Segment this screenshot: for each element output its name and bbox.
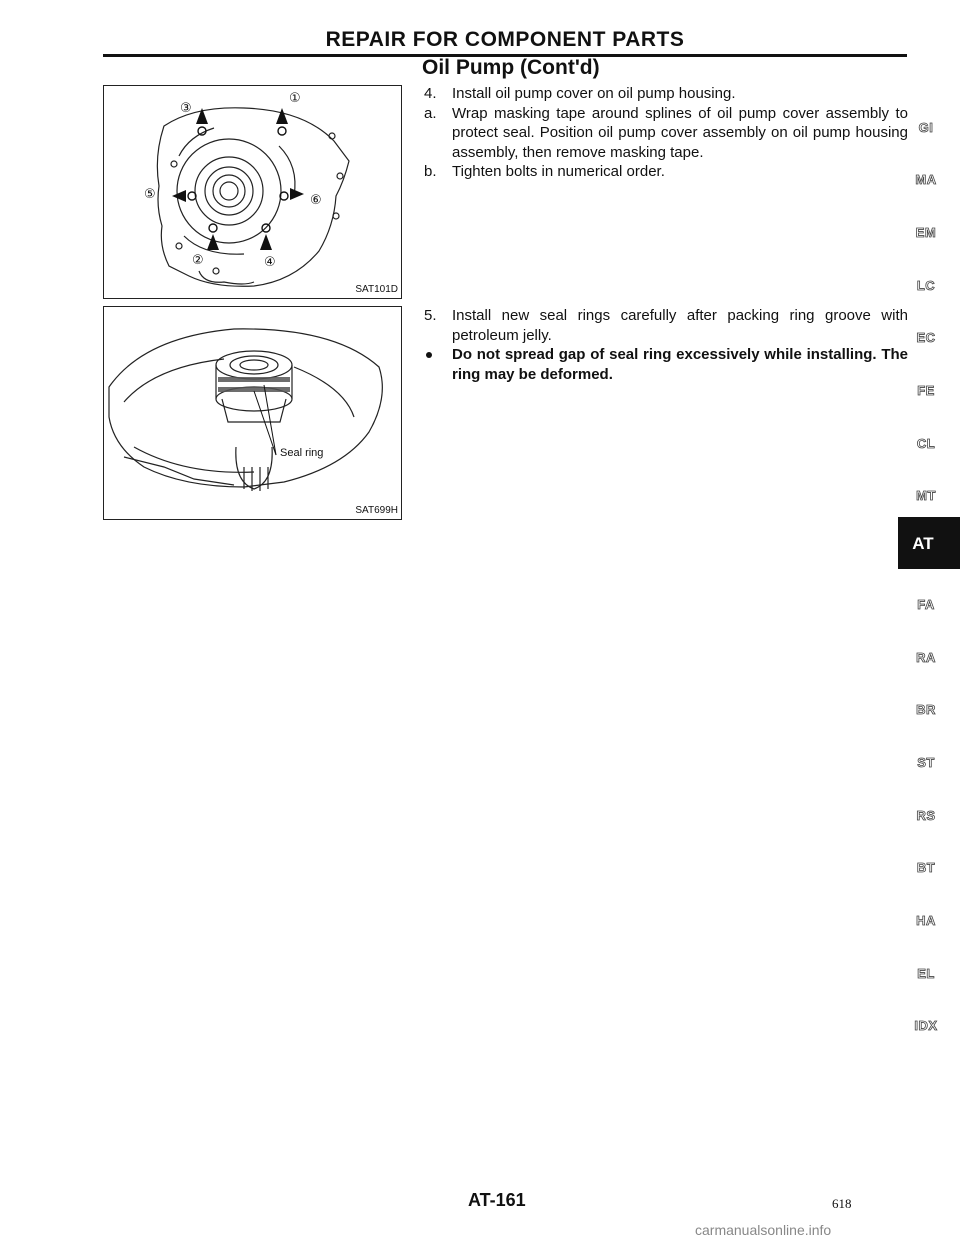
index-tab-mt[interactable]: MT <box>916 488 936 503</box>
subsection-title: Oil Pump (Cont'd) <box>422 56 600 79</box>
figure-code: SAT101D <box>355 284 398 295</box>
bullet-icon <box>426 352 432 358</box>
step-4b: b. Tighten bolts in numerical order. <box>424 163 665 180</box>
index-tab-fa[interactable]: FA <box>917 597 935 612</box>
callout-2: ② <box>192 253 204 268</box>
page-header <box>103 28 907 57</box>
figure-code: SAT699H <box>355 505 398 516</box>
callout-labels <box>104 86 401 298</box>
step-5: 5. Install new seal rings carefully after packing ring groove with petroleum jelly. <box>424 307 908 344</box>
index-tab-at-active[interactable] <box>898 517 960 569</box>
seal-ring-drawing <box>104 307 401 519</box>
callout-3: ③ <box>180 101 192 116</box>
step-4: 4. Install oil pump cover on oil pump housing. <box>424 85 736 102</box>
index-tab-fe[interactable]: FE <box>917 383 935 398</box>
callout-1: ① <box>289 91 301 106</box>
index-tab-br[interactable]: BR <box>916 702 936 717</box>
step-4a: a. Wrap masking tape around splines of oil pump cover assembly to protect seal. Position oil pump cover assembly on oil pump housing assembly, then remove masking tape. <box>424 104 908 161</box>
active-tab-label: AT <box>912 534 934 553</box>
index-tab-ra[interactable]: RA <box>916 650 936 665</box>
seal-ring-label: Seal ring <box>280 447 324 459</box>
figure-seal-ring <box>103 306 402 520</box>
callout-4: ④ <box>264 255 276 270</box>
caution-bullet: Do not spread gap of seal ring excessively while installing. The ring may be deformed. <box>424 345 908 384</box>
page-number: 618 <box>832 1196 852 1211</box>
steps-seal-rings <box>424 306 908 384</box>
index-tab-ec[interactable]: EC <box>916 330 936 345</box>
callout-6: ⑥ <box>310 193 322 208</box>
watermark: carmanualsonline.info <box>695 1222 832 1238</box>
section-index <box>898 0 960 1242</box>
index-tab-st[interactable]: ST <box>917 755 935 770</box>
index-tab-cl[interactable]: CL <box>916 436 936 451</box>
index-tab-rs[interactable]: RS <box>916 808 936 823</box>
index-tab-bt[interactable]: BT <box>916 860 936 875</box>
steps-oil-pump-cover <box>424 84 908 182</box>
index-tab-el[interactable]: EL <box>917 966 935 981</box>
index-tab-ha[interactable]: HA <box>916 913 936 928</box>
figure-oil-pump-bolts <box>103 85 402 299</box>
index-tab-em[interactable]: EM <box>915 225 937 240</box>
callout-5: ⑤ <box>144 187 156 202</box>
page-code: AT-161 <box>468 1190 526 1210</box>
index-tab-lc[interactable]: LC <box>916 278 936 293</box>
index-tab-gi[interactable]: GI <box>918 120 934 135</box>
section-title: REPAIR FOR COMPONENT PARTS <box>325 28 685 51</box>
index-tab-ma[interactable]: MA <box>915 172 937 187</box>
index-tab-idx[interactable]: IDX <box>914 1018 938 1033</box>
